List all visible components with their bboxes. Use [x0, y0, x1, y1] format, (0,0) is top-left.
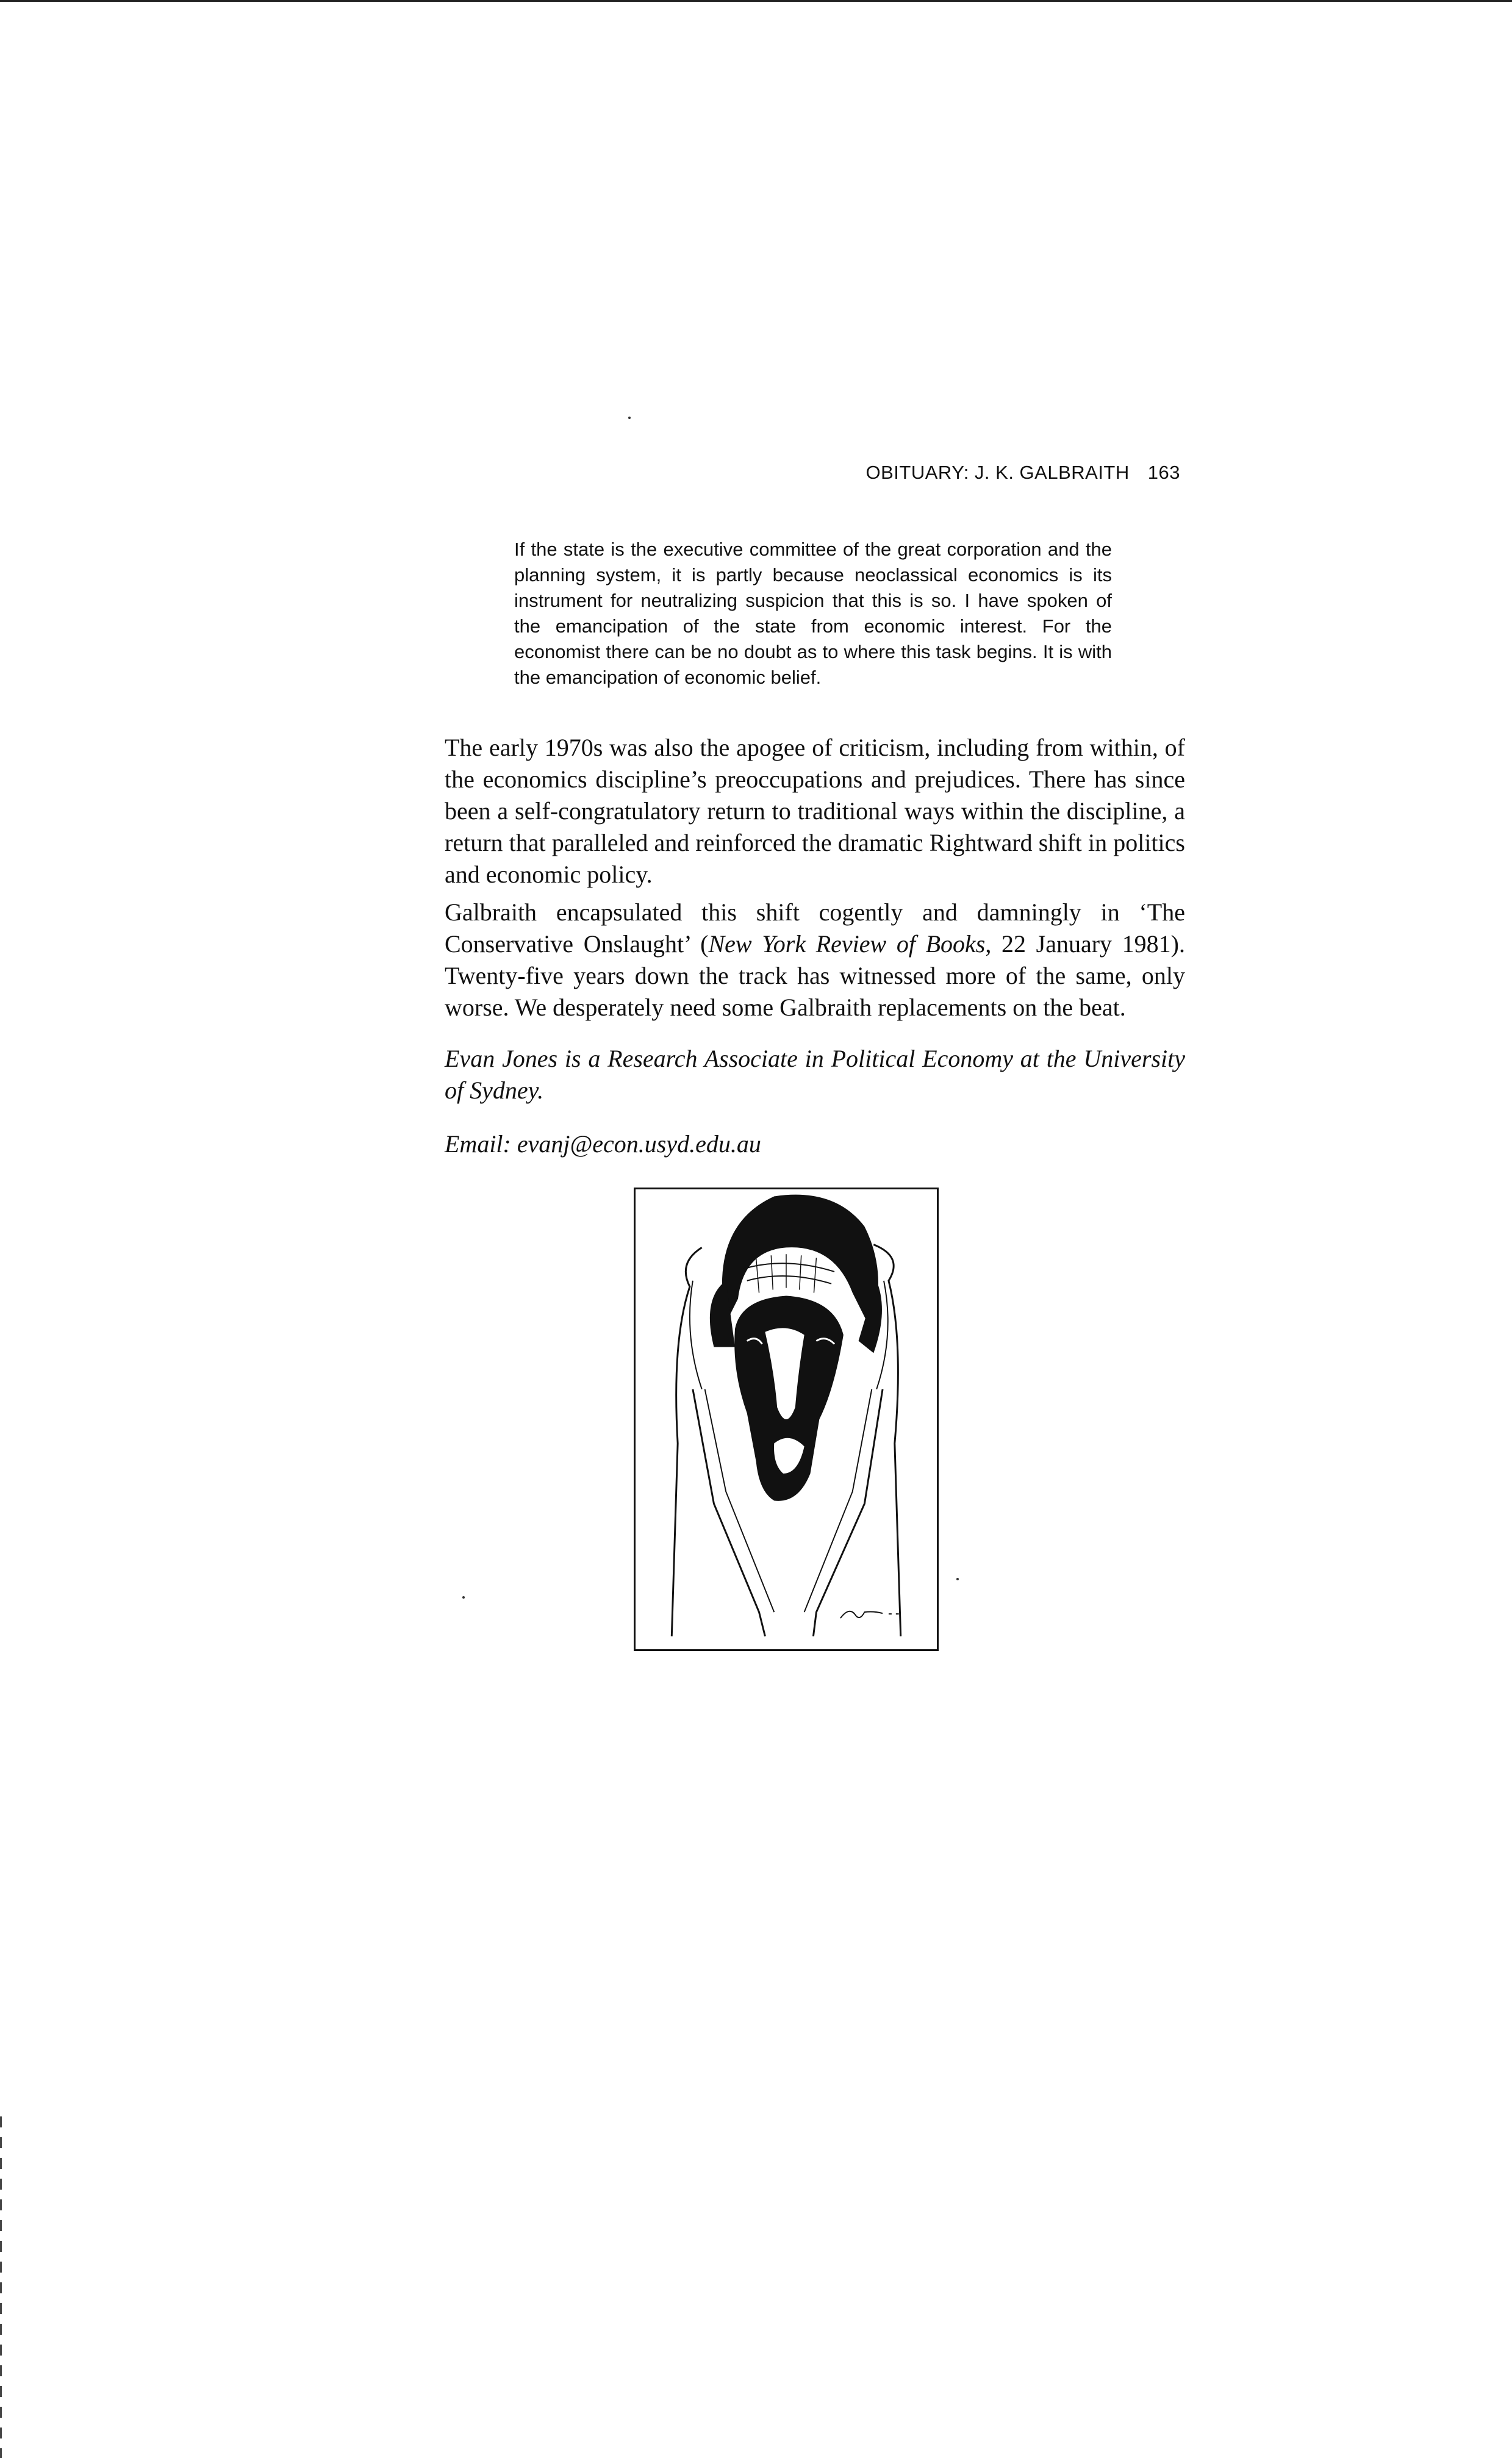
- paragraph-text: , 22 January 1981). Twenty-five years down the track has witnessed more of the same, only worse. We desperately need some Galbraith replacements on the beat.: [445, 930, 1185, 1021]
- scan-speck: [462, 1596, 465, 1599]
- top-edge-rule: [0, 0, 1512, 2]
- block-quote: If the state is the executive committee of the great corporation and the planning system, it is partly because neoclassical economics is its instrument for neutralizing suspicion that this is so. I have spoken of the emancipation of the state from economic interest. For the economist there can be no doubt as to where this task begins. It is with the emancipation of economic belief.: [514, 539, 1112, 688]
- scan-speck: [956, 1578, 959, 1580]
- caricature-drawing: [636, 1189, 937, 1649]
- page-number: 163: [1147, 462, 1180, 483]
- scan-edge-marks: [0, 2116, 2, 2458]
- scan-speck: [628, 417, 631, 419]
- body-paragraph-1: The early 1970s was also the apogee of criticism, including from within, of the economics discipline’s preoccupations and prejudices. There has since been a self-congratulatory return to traditional ways within the discipline, a return that paralleled and reinforced the dramatic Rightward shift in politics and economic policy.: [445, 734, 1185, 888]
- paragraph-text: Galbraith encapsulated this shift cogently and damningly in ‘The Conservative Onslaught’ (: [445, 898, 1185, 958]
- author-bio: Evan Jones is a Research Associate in Political Economy at the University of Sydney.: [445, 1045, 1185, 1104]
- running-head-title: OBITUARY: J. K. GALBRAITH: [865, 462, 1130, 483]
- source-title: New York Review of Books: [708, 930, 986, 958]
- body-paragraph-2: [445, 897, 1185, 1023]
- running-head: [845, 462, 1180, 484]
- author-email: Email: evanj@econ.usyd.edu.au: [445, 1130, 761, 1158]
- caricature-illustration: [634, 1188, 939, 1651]
